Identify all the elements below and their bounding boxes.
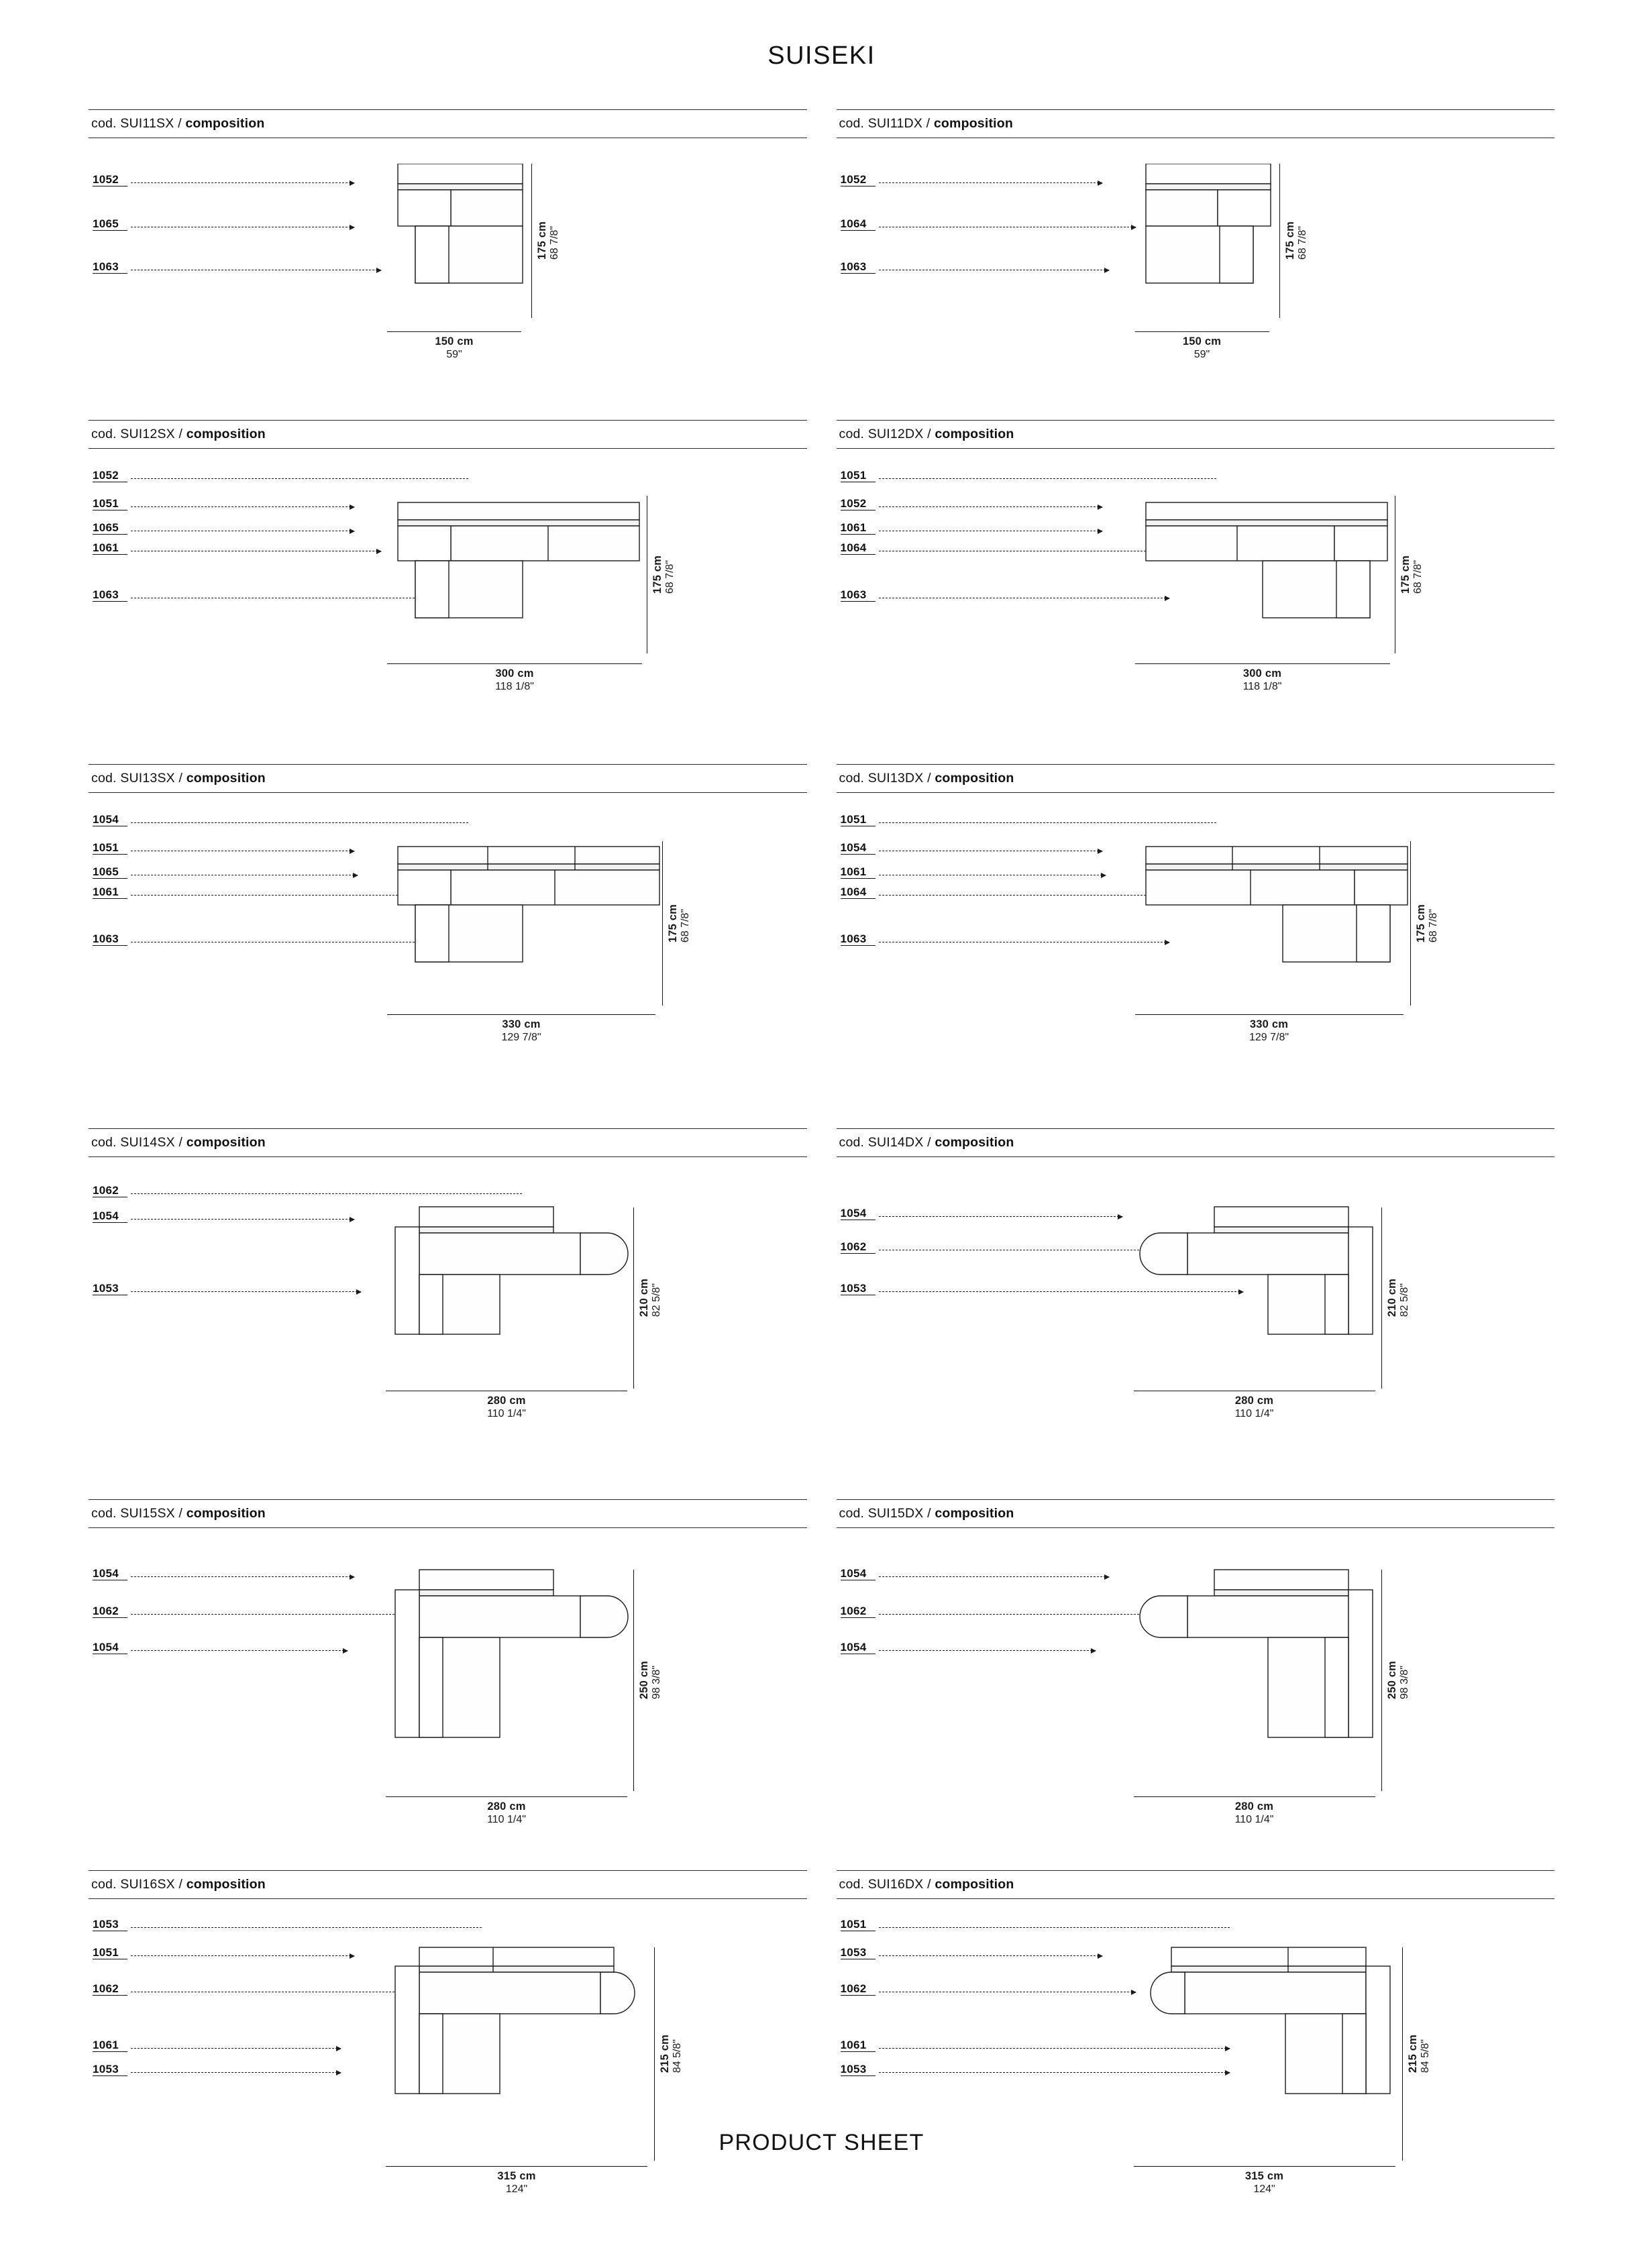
leader-line [131,942,421,943]
height-in: 82 5/8" [651,1283,662,1317]
height-text [651,555,701,594]
height-dimension [662,841,717,1006]
leader-line [879,822,1216,824]
height-in: 84 5/8" [672,2039,683,2073]
leader-line [131,1650,348,1652]
composition-code: SUI15DX [867,1506,924,1521]
code-label: 1052 [841,498,876,510]
leader-line [131,270,381,271]
composition-header [89,1870,807,1899]
width-cm: 150 cm [1182,335,1222,347]
width-dimension [386,1796,627,1826]
composition-figure [837,793,1555,1128]
code-prefix: cod. [91,116,121,131]
composition-figure [89,1528,807,1870]
dimension-rule [1135,1014,1403,1015]
composition-cell [89,1870,822,2241]
code-label: 1064 [841,543,876,555]
page-footer: PRODUCT SHEET [719,2130,924,2155]
composition-cell [822,1499,1555,1870]
height-cm: 175 cm [667,904,679,943]
code-label: 1054 [841,1642,876,1654]
width-in: 118 1/8" [495,681,534,692]
code-label: 1054 [841,843,876,855]
composition-code: SUI16DX [867,1877,924,1892]
leader-line [131,531,354,532]
composition-cell [89,1499,822,1870]
code-label: 1065 [93,219,127,231]
leader-line [879,1955,1102,1957]
code-label: 1061 [841,523,876,535]
code-label: 1063 [841,590,876,602]
code-label: 1054 [93,814,127,826]
leader-line [131,478,468,480]
composition-cell [89,764,822,1128]
height-text [1386,1661,1436,1699]
height-dimension [531,164,586,318]
dimension-rule [387,1014,655,1015]
code-prefix: cod. [839,1506,868,1521]
composition-code: SUI11SX [120,116,174,131]
code-label: 1054 [841,1568,876,1580]
height-cm: 215 cm [659,2035,671,2073]
height-text [536,221,586,260]
width-cm: 300 cm [495,667,534,680]
code-label: 1052 [93,470,127,482]
height-in: 68 7/8" [1412,559,1424,594]
leader-line [131,598,421,599]
composition-word: composition [186,1877,266,1892]
composition-header [89,1128,807,1157]
code-label: 1062 [93,1984,127,1996]
height-dimension [1410,841,1465,1006]
leader-line [879,1650,1096,1652]
code-label: 1051 [841,814,876,826]
composition-word: composition [935,427,1014,441]
height-in: 68 7/8" [680,908,691,943]
composition-word: composition [935,1135,1014,1150]
height-text [1407,2035,1456,2073]
dimension-rule [387,663,642,664]
code-separator: / [174,1135,187,1150]
composition-code: SUI13DX [867,771,924,786]
height-text [1284,221,1334,260]
leader-line [131,551,381,552]
composition-drawing [386,1189,634,1531]
height-cm: 175 cm [1283,221,1296,260]
height-text [667,904,717,942]
composition-code: SUI16SX [120,1877,175,1892]
composition-header [89,764,807,793]
code-label: 1051 [841,470,876,482]
code-separator: / [174,427,187,441]
height-dimension [1279,164,1334,318]
leader-line [131,2072,341,2073]
code-prefix: cod. [91,1506,121,1521]
width-cm: 315 cm [1244,2170,1284,2182]
leader-line [131,822,468,824]
code-separator: / [923,1877,935,1892]
leader-line [131,1992,415,1993]
composition-word: composition [186,771,266,786]
composition-word: composition [186,1135,266,1150]
leader-line [131,1291,361,1293]
code-prefix: cod. [839,116,868,131]
code-label: 1062 [841,1242,876,1254]
code-label: 1053 [841,1283,876,1295]
code-label: 1051 [93,1947,127,1959]
height-text [659,2035,708,2073]
code-label: 1061 [93,2040,127,2052]
composition-drawing [386,1560,634,1902]
width-in: 124" [505,2183,528,2195]
code-label: 1063 [93,590,127,602]
height-in: 68 7/8" [1427,908,1439,943]
leader-line [131,1219,354,1220]
composition-code: SUI11DX [867,116,923,131]
height-text [638,1279,688,1317]
composition-header [837,1870,1555,1899]
height-text [1415,904,1465,942]
composition-figure [89,449,807,764]
leader-line [879,270,1109,271]
leader-line [131,2048,341,2049]
width-cm: 280 cm [487,1800,526,1813]
code-prefix: cod. [91,1135,121,1150]
width-in: 59" [446,349,462,360]
composition-word: composition [186,427,266,441]
composition-figure [837,449,1555,764]
composition-header [837,1128,1555,1157]
code-label: 1053 [93,2064,127,2076]
code-separator: / [922,116,934,131]
code-label: 1061 [93,887,127,899]
height-text [1386,1279,1436,1317]
composition-drawing [1134,1189,1382,1531]
composition-header [837,109,1555,138]
dimension-rule [1135,331,1269,332]
code-label: 1065 [93,523,127,535]
height-cm: 210 cm [638,1279,650,1317]
width-cm: 280 cm [1234,1395,1274,1407]
height-dimension [1395,496,1449,653]
composition-figure [89,1899,807,2241]
code-prefix: cod. [839,771,868,786]
width-in: 110 1/4" [487,1408,526,1419]
width-in: 118 1/8" [1242,681,1282,692]
page-title: SUISEKI [767,42,876,70]
width-cm: 300 cm [1242,667,1282,680]
composition-figure [837,1528,1555,1870]
composition-drawing [387,825,662,1160]
composition-drawing [387,481,649,796]
dimension-rule [633,1570,634,1791]
height-cm: 250 cm [1385,1661,1398,1700]
leader-line [879,182,1102,184]
code-label: 1063 [93,262,127,274]
composition-cell [89,109,822,420]
leader-line [879,1216,1122,1218]
code-label: 1061 [841,867,876,879]
composition-word: composition [185,116,265,131]
code-label: 1054 [841,1208,876,1220]
composition-figure [89,138,807,420]
composition-code: SUI12SX [120,427,175,441]
height-cm: 215 cm [1406,2035,1419,2073]
width-dimension [1135,331,1269,361]
height-cm: 175 cm [536,221,548,260]
composition-cell [822,764,1555,1128]
code-prefix: cod. [839,1135,868,1150]
height-dimension [1402,1947,1456,2161]
leader-line [131,1614,415,1615]
composition-drawing [1135,164,1283,445]
dimension-rule [1135,663,1390,664]
composition-figure [837,138,1555,420]
width-in: 129 7/8" [501,1032,541,1043]
width-cm: 315 cm [497,2170,536,2182]
code-separator: / [174,1506,187,1521]
code-label: 1062 [93,1185,127,1197]
height-dimension [1381,1207,1436,1389]
code-prefix: cod. [91,427,121,441]
code-label: 1053 [93,1919,127,1931]
code-label: 1061 [841,2040,876,2052]
leader-line [879,506,1102,508]
code-label: 1063 [93,934,127,946]
leader-line [879,942,1169,943]
leader-line [879,598,1169,599]
leader-line [131,851,354,852]
code-label: 1053 [93,1283,127,1295]
code-label: 1062 [93,1606,127,1618]
leader-line [131,227,354,228]
leader-line [879,1992,1136,1993]
width-in: 110 1/4" [1234,1408,1274,1419]
width-dimension [387,663,642,693]
code-label: 1063 [841,262,876,274]
dimension-rule [1381,1570,1382,1791]
code-label: 1052 [93,174,127,186]
height-dimension [1381,1570,1436,1791]
height-cm: 210 cm [1385,1279,1398,1317]
code-separator: / [923,427,935,441]
height-in: 68 7/8" [664,559,676,594]
dimension-rule [531,164,532,318]
width-dimension [387,1014,655,1044]
composition-code: SUI12DX [867,427,924,441]
composition-cell [89,1128,822,1499]
dimension-rule [633,1207,634,1389]
composition-code: SUI13SX [120,771,175,786]
width-dimension [1134,2166,1395,2196]
height-text [638,1661,688,1699]
composition-figure [837,1899,1555,2241]
composition-drawing [1135,825,1410,1160]
code-separator: / [174,1877,187,1892]
composition-grid [89,109,1554,2241]
leader-line [131,1576,354,1578]
composition-drawing [386,1926,654,2268]
composition-word: composition [186,1506,266,1521]
leader-line [879,875,1106,876]
composition-code: SUI15SX [120,1506,175,1521]
composition-cell [89,420,822,764]
code-label: 1062 [841,1984,876,1996]
height-cm: 175 cm [1399,555,1412,594]
composition-code: SUI14DX [867,1135,924,1150]
dimension-rule [1134,2166,1395,2167]
dimension-rule [1134,1796,1375,1797]
composition-cell [822,109,1555,420]
height-cm: 175 cm [1414,904,1427,943]
dimension-rule [654,1947,655,2161]
width-dimension [387,331,521,361]
code-label: 1064 [841,219,876,231]
width-dimension [1134,1796,1375,1826]
composition-header [89,109,807,138]
leader-line [131,506,354,508]
code-label: 1065 [93,867,127,879]
code-separator: / [174,116,186,131]
code-label: 1052 [841,174,876,186]
width-dimension [1134,1391,1375,1420]
width-dimension [386,2166,647,2196]
composition-figure [89,1157,807,1499]
code-label: 1053 [841,2064,876,2076]
composition-cell [822,420,1555,764]
composition-header [837,420,1555,449]
composition-cell [822,1870,1555,2241]
leader-line [131,182,354,184]
height-cm: 175 cm [651,555,664,594]
composition-drawing [1134,1560,1382,1902]
composition-word: composition [935,771,1014,786]
height-in: 84 5/8" [1419,2039,1431,2073]
dimension-rule [1410,841,1411,1006]
composition-header [837,764,1555,793]
code-prefix: cod. [91,771,121,786]
dimension-rule [386,1796,627,1797]
leader-line [131,875,358,876]
width-dimension [1135,663,1390,693]
width-cm: 280 cm [487,1395,526,1407]
composition-code: SUI14SX [120,1135,175,1150]
code-separator: / [923,1506,935,1521]
height-dimension [633,1207,688,1389]
height-in: 98 3/8" [651,1666,662,1700]
height-in: 68 7/8" [1296,226,1308,260]
dimension-rule [1381,1207,1382,1389]
code-label: 1064 [841,887,876,899]
code-separator: / [174,771,187,786]
composition-cell [822,1128,1555,1499]
leader-line [879,227,1136,228]
dimension-rule [1402,1947,1403,2161]
code-label: 1051 [93,843,127,855]
width-in: 124" [1253,2183,1275,2195]
leader-line [879,478,1216,480]
width-cm: 330 cm [502,1018,541,1030]
code-label: 1053 [841,1947,876,1959]
height-text [1399,555,1449,594]
width-in: 59" [1194,349,1210,360]
composition-word: composition [933,116,1014,131]
width-in: 110 1/4" [487,1814,526,1825]
dimension-rule [662,841,663,1006]
code-label: 1051 [841,1919,876,1931]
height-in: 82 5/8" [1398,1283,1410,1317]
leader-line [131,895,428,896]
code-label: 1061 [93,543,127,555]
composition-figure [89,793,807,1128]
code-prefix: cod. [91,1877,121,1892]
dimension-rule [1279,164,1280,318]
width-dimension [1135,1014,1403,1044]
composition-header [89,1499,807,1528]
code-label: 1062 [841,1606,876,1618]
dimension-rule [387,331,521,332]
dimension-rule [386,2166,647,2167]
leader-line [879,851,1102,852]
code-label: 1063 [841,934,876,946]
code-label: 1054 [93,1568,127,1580]
code-separator: / [923,771,935,786]
width-in: 129 7/8" [1249,1032,1289,1043]
height-dimension [647,496,701,653]
width-in: 110 1/4" [1234,1814,1274,1825]
composition-drawing [1135,481,1397,796]
code-label: 1054 [93,1642,127,1654]
composition-header [89,420,807,449]
composition-drawing [387,164,535,445]
composition-drawing [1134,1926,1402,2268]
height-in: 68 7/8" [549,226,560,260]
leader-line [131,1955,354,1957]
composition-word: composition [935,1506,1014,1521]
leader-line [879,1576,1109,1578]
composition-header [837,1499,1555,1528]
width-cm: 330 cm [1249,1018,1289,1030]
height-dimension [633,1570,688,1791]
composition-word: composition [935,1877,1014,1892]
height-in: 98 3/8" [1398,1666,1410,1700]
code-prefix: cod. [839,427,868,441]
height-dimension [654,1947,708,2161]
width-dimension [386,1391,627,1420]
code-separator: / [923,1135,935,1150]
code-label: 1054 [93,1211,127,1223]
composition-figure [837,1157,1555,1499]
leader-line [879,531,1102,532]
width-cm: 150 cm [435,335,474,347]
code-label: 1051 [93,498,127,510]
width-cm: 280 cm [1234,1800,1274,1813]
code-prefix: cod. [839,1877,868,1892]
height-cm: 250 cm [638,1661,650,1700]
